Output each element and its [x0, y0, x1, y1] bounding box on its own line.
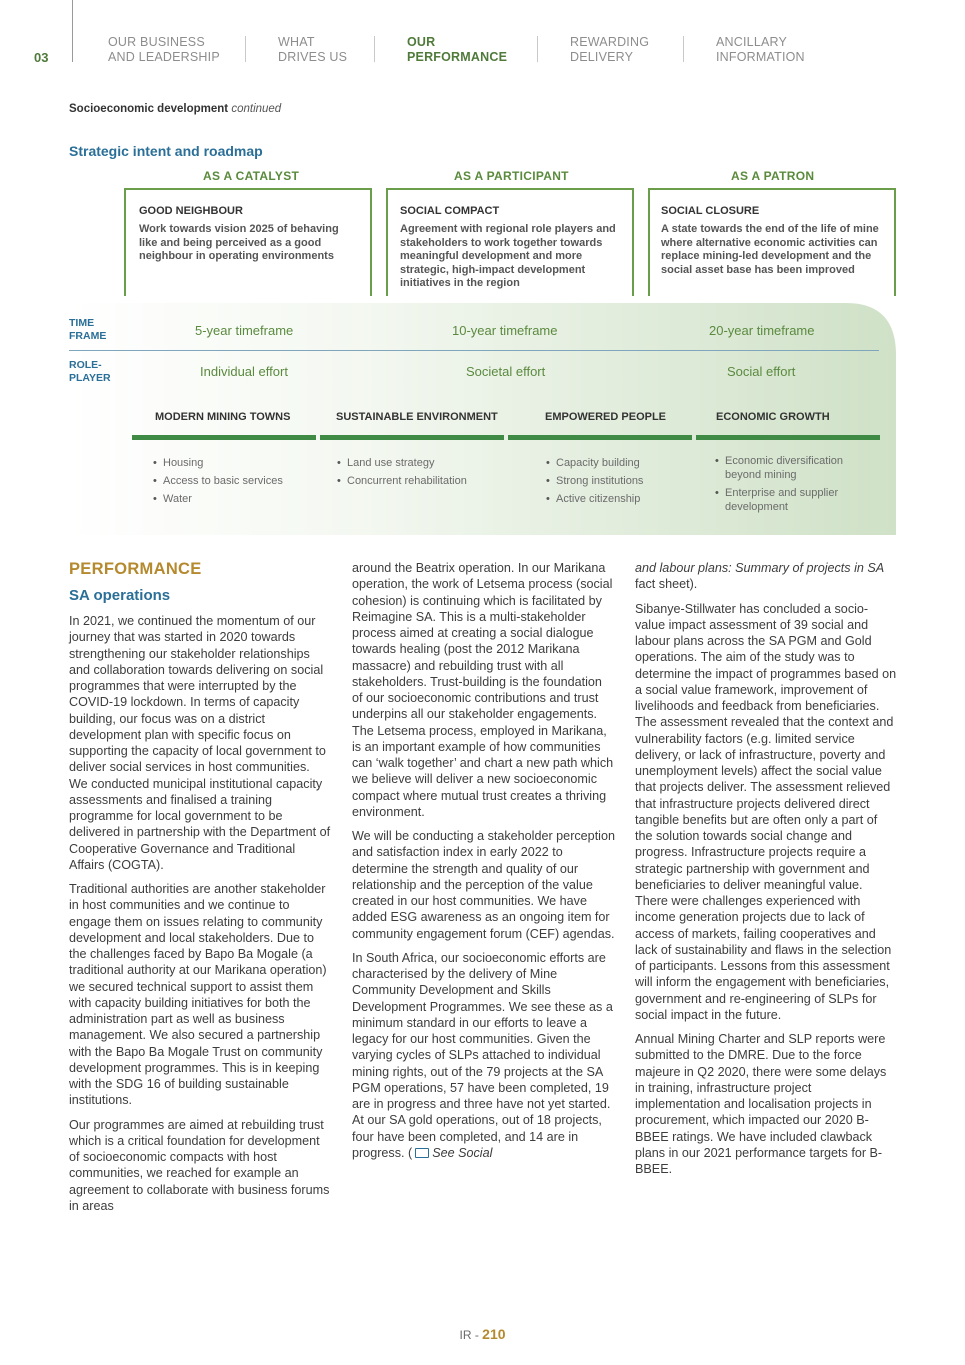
stage-bracket — [370, 188, 372, 296]
theme-list-modern-mining-towns — [153, 454, 283, 508]
nav-our-business[interactable] — [108, 35, 220, 65]
theme-list-sustainable-environment — [337, 454, 467, 490]
sa-operations-heading: SA operations — [69, 587, 171, 604]
card-title-good-neighbour: GOOD NEIGHBOUR — [139, 205, 243, 217]
stage-bracket — [124, 188, 372, 190]
paragraph: around the Beatrix operation. In our Marikana operation, the work of Letsema process (social cohesion) is continuing which is facilitated by Reimagine SA. This is a multi-stakeholder process aimed at creating a social dialogue towards healing (post the 2012 Marikana massacre) and rebuilding trust with all stakeholders. Trust-building is the foundation of our socioeconomic contributions and trust underpins all our stakeholder engagements. The Letsema process, employed in Marikana, is an important example of how communities can ‘walk together’ and chart a new path which we believe will deliver a new socioeconomic compact where mutual trust creates a thriving environment. — [352, 561, 614, 819]
theme-bar — [132, 435, 316, 440]
section-subheading — [69, 103, 281, 115]
subheading-continued: continued — [231, 103, 282, 115]
stage-label-participant: AS A PARTICIPANT — [454, 169, 569, 183]
stage-bracket — [124, 188, 126, 296]
nav-line: OUR BUSINESS — [108, 35, 205, 49]
stage-bracket — [386, 188, 634, 190]
body-column-2 — [352, 560, 615, 1169]
paragraph — [635, 560, 897, 593]
stage-bracket — [386, 188, 388, 296]
social-labour-plans-link-cont[interactable]: and labour plans: Summary of projects in SA — [635, 561, 885, 575]
nav-separator — [537, 36, 538, 62]
page-footer — [0, 1326, 965, 1342]
nav-line: DELIVERY — [570, 50, 634, 64]
timeframe-20-year: 20-year timeframe — [709, 323, 815, 338]
roadmap-title: Strategic intent and roadmap — [69, 143, 263, 159]
theme-title-economic-growth: ECONOMIC GROWTH — [716, 411, 830, 423]
body-column-3 — [635, 560, 897, 1185]
page-number: 210 — [482, 1326, 506, 1342]
footer-prefix: IR - — [459, 1328, 483, 1342]
row-label-line: TIME — [69, 317, 95, 329]
theme-title-modern-mining-towns: MODERN MINING TOWNS — [155, 411, 291, 423]
card-desc-social-compact: Agreement with regional role players and stakeholders to work together towards meaningful development and more strategic, high-impact development initiatives in the region — [400, 223, 616, 290]
paragraph: Sibanye-Stillwater has concluded a socio-value impact assessment of 39 social and labour plans across the SA PGM and Gold operations. The aim of the study was to determine the impact of programmes based on a social value framework, improvement of livelihoods and feedback from beneficiaries. The assessment revealed that the context and vulnerability factors (e.g. limited service delivery, or lack of infrastructure, poverty and unemployment levels) affect the social value that projects deliver. The assessment relieved that infrastructure projects delivered direct tangible benefits but are often only a part of the solution towards social change and progress. Infrastructure projects require a strategic partnership with government and beneficiaries to deliver meaningful value. There were challenges experienced with income generation projects due to lack of access of markets, failing cooperatives and lack of sustainability and flaws in the selection of participants. Lessons from this assessment will inform the engagement with beneficiaries, government and re-engineering of SLPs for social impact in the future. — [635, 601, 897, 1022]
list-item: • Land use strategy — [337, 454, 467, 472]
theme-list-empowered-people — [546, 454, 643, 508]
performance-heading: PERFORMANCE — [69, 560, 202, 578]
stage-label-catalyst: AS A CATALYST — [203, 169, 300, 183]
list-item: • Enterprise and supplier development — [715, 486, 875, 514]
section-number: 03 — [34, 50, 49, 65]
nav-line: AND LEADERSHIP — [108, 50, 220, 64]
nav-line: ANCILLARY — [716, 35, 788, 49]
nav-line: DRIVES US — [278, 50, 348, 64]
nav-separator — [374, 36, 375, 62]
timeframe-5-year: 5-year timeframe — [195, 323, 294, 338]
stage-bracket — [648, 188, 650, 296]
stage-bracket — [632, 188, 634, 296]
nav-line: INFORMATION — [716, 50, 805, 64]
nav-our-performance[interactable] — [407, 35, 507, 65]
nav-line: WHAT — [278, 35, 315, 49]
role-individual-effort: Individual effort — [200, 364, 288, 379]
role-social-effort: Social effort — [727, 364, 796, 379]
folder-icon — [415, 1148, 429, 1158]
stage-label-patron: AS A PATRON — [731, 169, 815, 183]
paragraph: We will be conducting a stakeholder perception and satisfaction index in early 2022 to determine the strength and quality of our relationship and the perception of the value created in our host communities. We have added ESG awareness as an ongoing item for community engagement forum (CEF) agendas. — [352, 829, 615, 941]
list-item: • Concurrent rehabilitation — [337, 472, 467, 490]
body-column-1 — [69, 613, 331, 1222]
subheading-bold: Socioeconomic development — [69, 103, 229, 115]
list-item: • Water — [153, 490, 283, 508]
list-item: • Strong institutions — [546, 472, 643, 490]
nav-ancillary-information[interactable] — [716, 35, 805, 65]
paragraph-text: In South Africa, our socioeconomic efforts are characterised by the delivery of Mine Community Development and Skills Development Programmes. We see these as a minimum standard in our efforts to leave a legacy for our host communities. Given the varying cycles of SLPs attached to individual mining rights, out of the 79 projects at the SA PGM operations, 57 have been completed, 19 are in progress and three have not yet started. At our SA gold operations, out of 18 projects, four have been completed, and 14 are in progress. ( — [352, 950, 613, 1160]
theme-title-sustainable-environment: SUSTAINABLE ENVIRONMENT — [336, 411, 498, 423]
paragraph-text: fact sheet). — [635, 577, 698, 592]
theme-bar — [320, 435, 504, 440]
role-societal-effort: Societal effort — [466, 364, 546, 379]
paragraph: Traditional authorities are another stakeholder in host communities and we continue to engage them on issues relating to community development and local stakeholders. Due to the challenges faced by Bapo Ba Mogale (a traditional authority at our Marikana operation) we secured technical support to assist them with capacity building initiatives for both the administration part as well as business management. We also secured a partnership with the Bapo Ba Mogale Trust on community development programmes. This is in keeping with the SDG 16 of building sustainable institutions. — [69, 882, 327, 1108]
paragraph: Our programmes are aimed at rebuilding trust which is a critical foundation for development of socioeconomic compacts with host communities, we reached for example an agreement to collaborate with business forums in areas — [69, 1117, 330, 1213]
theme-list-economic-growth — [715, 454, 875, 518]
nav-line: REWARDING — [570, 35, 650, 49]
paragraph: Annual Mining Charter and SLP reports were submitted to the DMRE. Due to the force majeure in Q2 2020, there were some delays in training, infrastructure project implementation and localisation projects in procurement, which impacted our 2020 B-BBEE ratings. We have included clawback plans in our 2021 performance targets for B-BBEE. — [635, 1032, 887, 1176]
list-item: • Access to basic services — [153, 472, 283, 490]
theme-bar — [508, 435, 692, 440]
list-item: • Capacity building — [546, 454, 643, 472]
list-item: • Economic diversification beyond mining — [715, 454, 875, 482]
nav-separator — [683, 36, 684, 62]
theme-bar — [696, 435, 880, 440]
nav-line: PERFORMANCE — [407, 50, 508, 64]
list-item: • Active citizenship — [546, 490, 643, 508]
card-desc-social-closure: A state towards the end of the life of mine where alternative economic activities can replace mining-led development and the social asset base has been improved — [661, 223, 879, 276]
card-title-social-closure: SOCIAL CLOSURE — [661, 205, 760, 217]
nav-separator — [245, 36, 246, 62]
card-desc-good-neighbour: Work towards vision 2025 of behaving like and being perceived as a good neighbour in operating environments — [139, 223, 339, 263]
nav-line: OUR — [407, 35, 436, 49]
row-label-role-player — [69, 359, 111, 385]
row-divider — [69, 350, 879, 351]
row-label-line: FRAME — [69, 330, 107, 342]
row-label-line: ROLE- — [69, 359, 102, 371]
theme-title-empowered-people: EMPOWERED PEOPLE — [545, 411, 667, 423]
stage-bracket — [648, 188, 896, 190]
row-label-line: PLAYER — [69, 372, 111, 384]
paragraph: In 2021, we continued the momentum of our journey that was started in 2020 towards strengthening our stakeholder relationships and collaboration towards delivering on social programmes that were interrupted by the COVID-19 lockdown. In terms of capacity building, our focus was on a district development plan with specific focus on supporting the capacity of local government to deliver social services in host communities. We conducted municipal institutional capacity assessments and finalised a training programme for local government to be delivered in partnership with the Department of Cooperative Governance and Traditional Affairs (COGTA). — [69, 614, 331, 872]
nav-what-drives-us[interactable] — [278, 35, 347, 65]
stage-bracket — [894, 188, 896, 296]
nav-rewarding-delivery[interactable] — [570, 35, 649, 65]
list-item: • Housing — [153, 454, 283, 472]
paragraph — [352, 950, 615, 1161]
header-divider — [72, 0, 73, 62]
social-labour-plans-link[interactable]: See Social — [432, 1145, 493, 1160]
row-label-time-frame — [69, 317, 106, 343]
timeframe-10-year: 10-year timeframe — [452, 323, 558, 338]
card-title-social-compact: SOCIAL COMPACT — [400, 205, 500, 217]
